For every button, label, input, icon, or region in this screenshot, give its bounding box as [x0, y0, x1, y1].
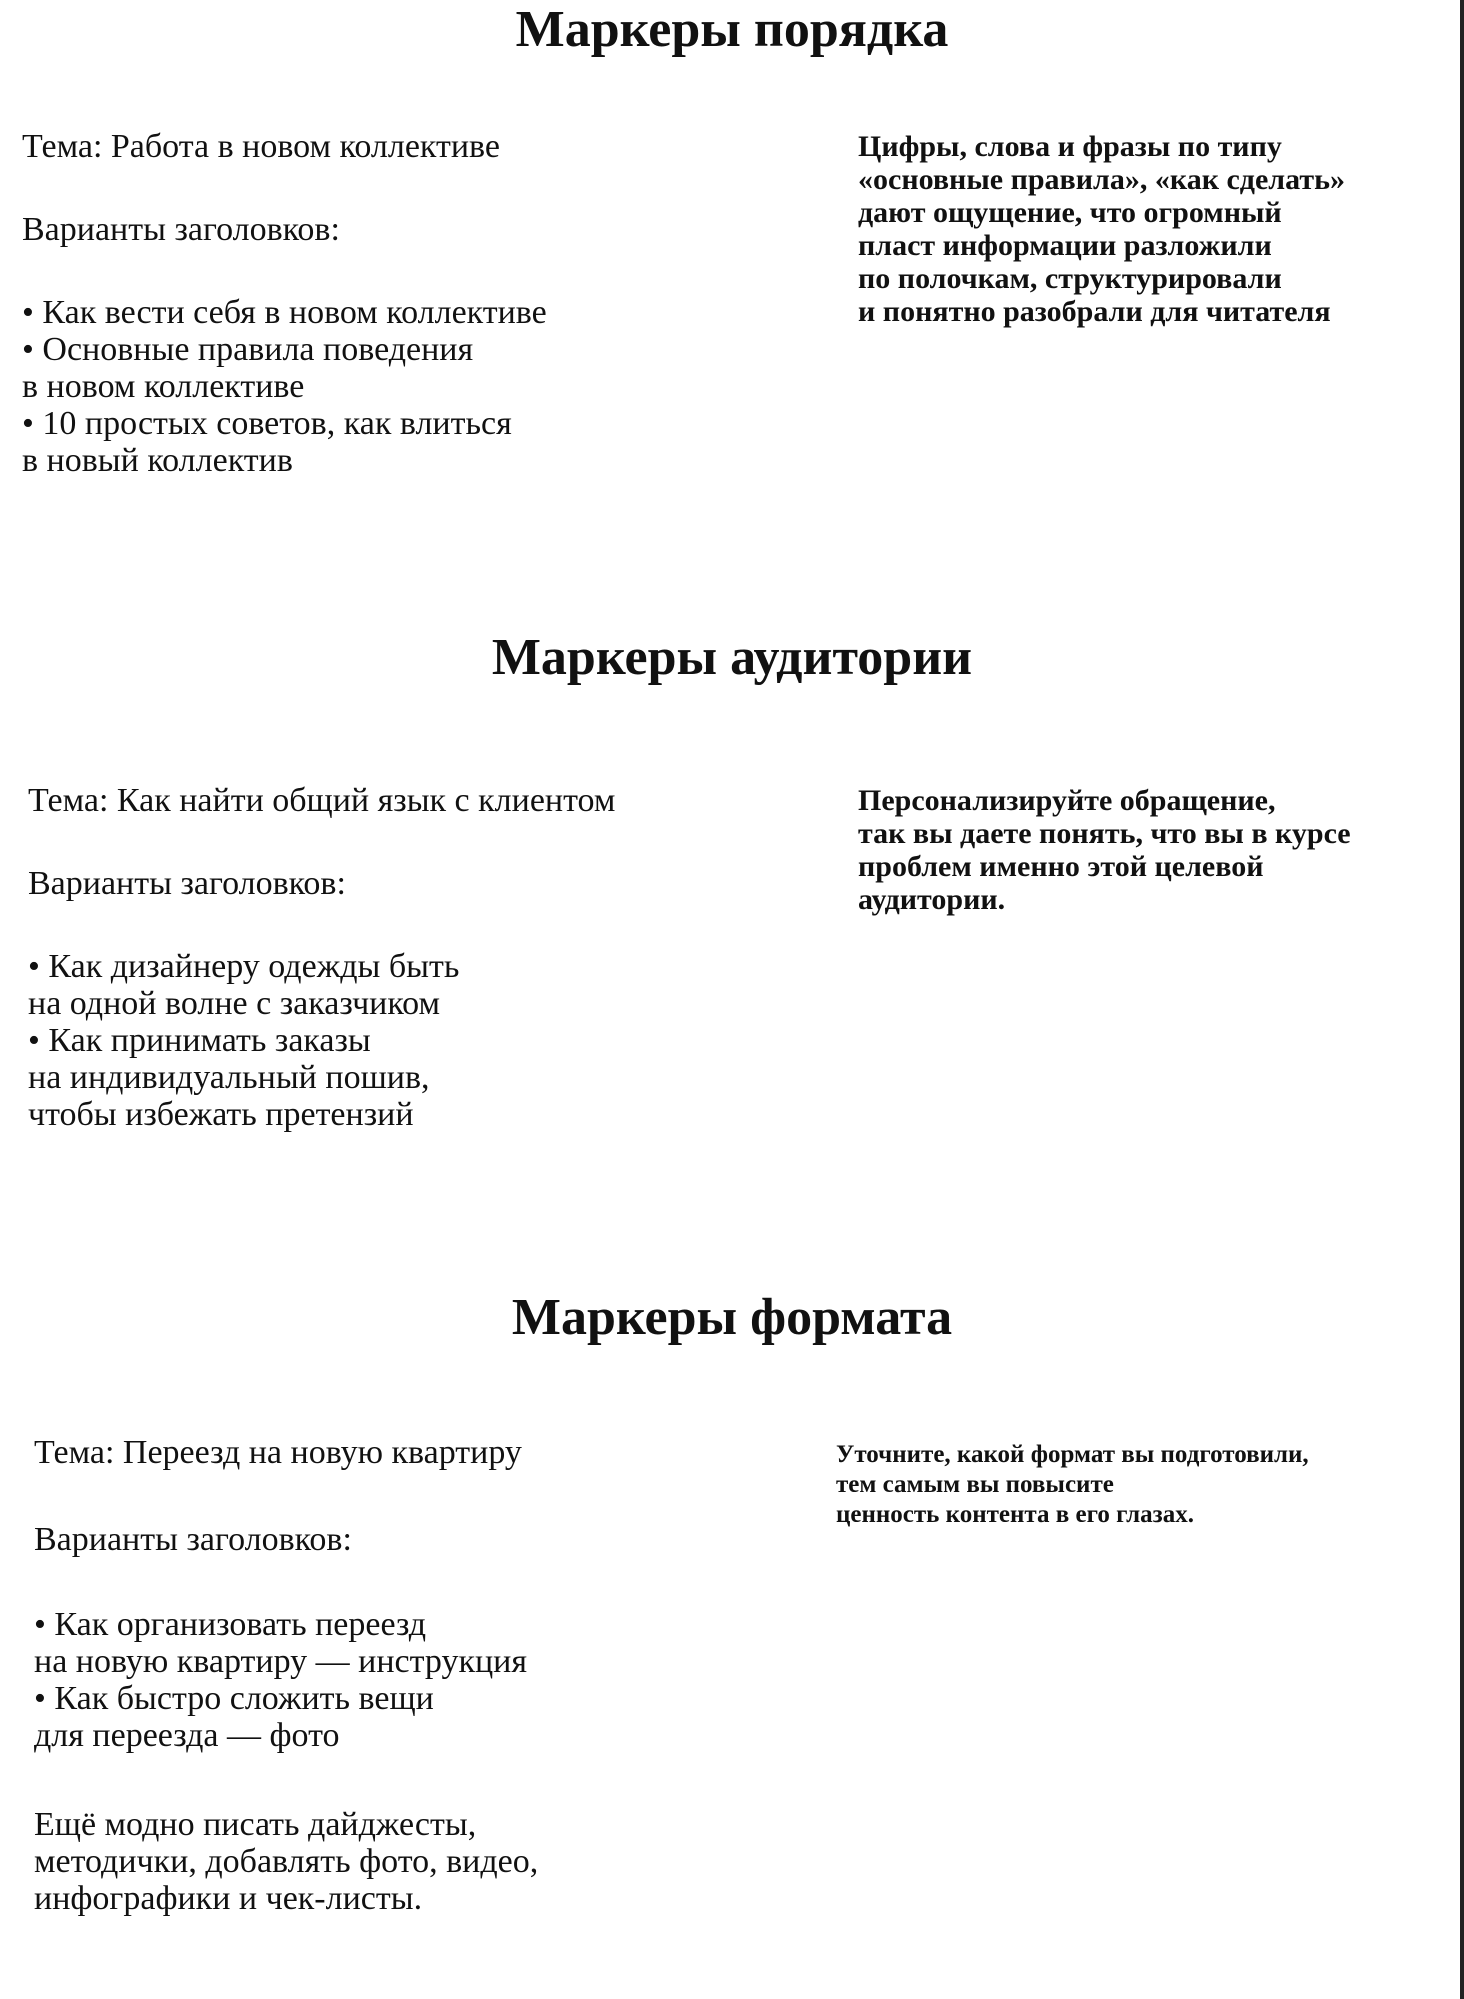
- format-topic: Тема: Переезд на новую квартиру: [34, 1434, 522, 1471]
- audience-headline-list: [28, 948, 615, 1133]
- order-topic: Тема: Работа в новом коллективе: [22, 128, 500, 165]
- audience-left-column: [28, 782, 615, 1133]
- format-note: Уточните, какой формат вы подготовили, тем самым вы повысите ценность контента в его глазах.: [836, 1441, 1309, 1528]
- section-title-order: Маркеры порядка: [515, 1, 949, 58]
- list-item: • Как организовать переезд на новую квартиру — инструкция: [34, 1606, 527, 1680]
- section-title-format: Маркеры формата: [511, 1289, 953, 1346]
- format-extra-text: Ещё модно писать дайджесты, методички, добавлять фото, видео, инфографики и чек-листы.: [34, 1806, 539, 1917]
- order-variants-label: Варианты заголовков:: [22, 211, 340, 248]
- list-item: • Как быстро сложить вещи для переезда — фото: [34, 1680, 434, 1754]
- format-headline-list: [34, 1606, 538, 1754]
- list-item: • Как принимать заказы на индивидуальный пошив, чтобы избежать претензий: [28, 1022, 430, 1133]
- audience-note: Персонализируйте обращение, так вы даете понять, что вы в курсе проблем именно этой целевой аудитории.: [858, 784, 1351, 916]
- order-note: Цифры, слова и фразы по типу «основные правила», «как сделать» дают ощущение, что огромный пласт информации разложили по полочкам, структурировали и понятно разобрали для читателя: [858, 130, 1345, 328]
- section-title-audience: Маркеры аудитории: [491, 629, 973, 686]
- format-variants-label: Варианты заголовков:: [34, 1521, 352, 1558]
- list-item: • 10 простых советов, как влиться в новый коллектив: [22, 405, 512, 479]
- page-right-border: [1460, 0, 1464, 1999]
- format-left-column: [34, 1434, 538, 1917]
- list-item: • Как дизайнеру одежды быть на одной волне с заказчиком: [28, 948, 460, 1022]
- list-item: • Основные правила поведения в новом коллективе: [22, 331, 474, 405]
- audience-variants-label: Варианты заголовков:: [28, 865, 346, 902]
- order-headline-list: [22, 294, 547, 479]
- order-left-column: [22, 128, 547, 479]
- list-item: • Как вести себя в новом коллективе: [22, 294, 547, 331]
- audience-topic: Тема: Как найти общий язык с клиентом: [28, 782, 616, 819]
